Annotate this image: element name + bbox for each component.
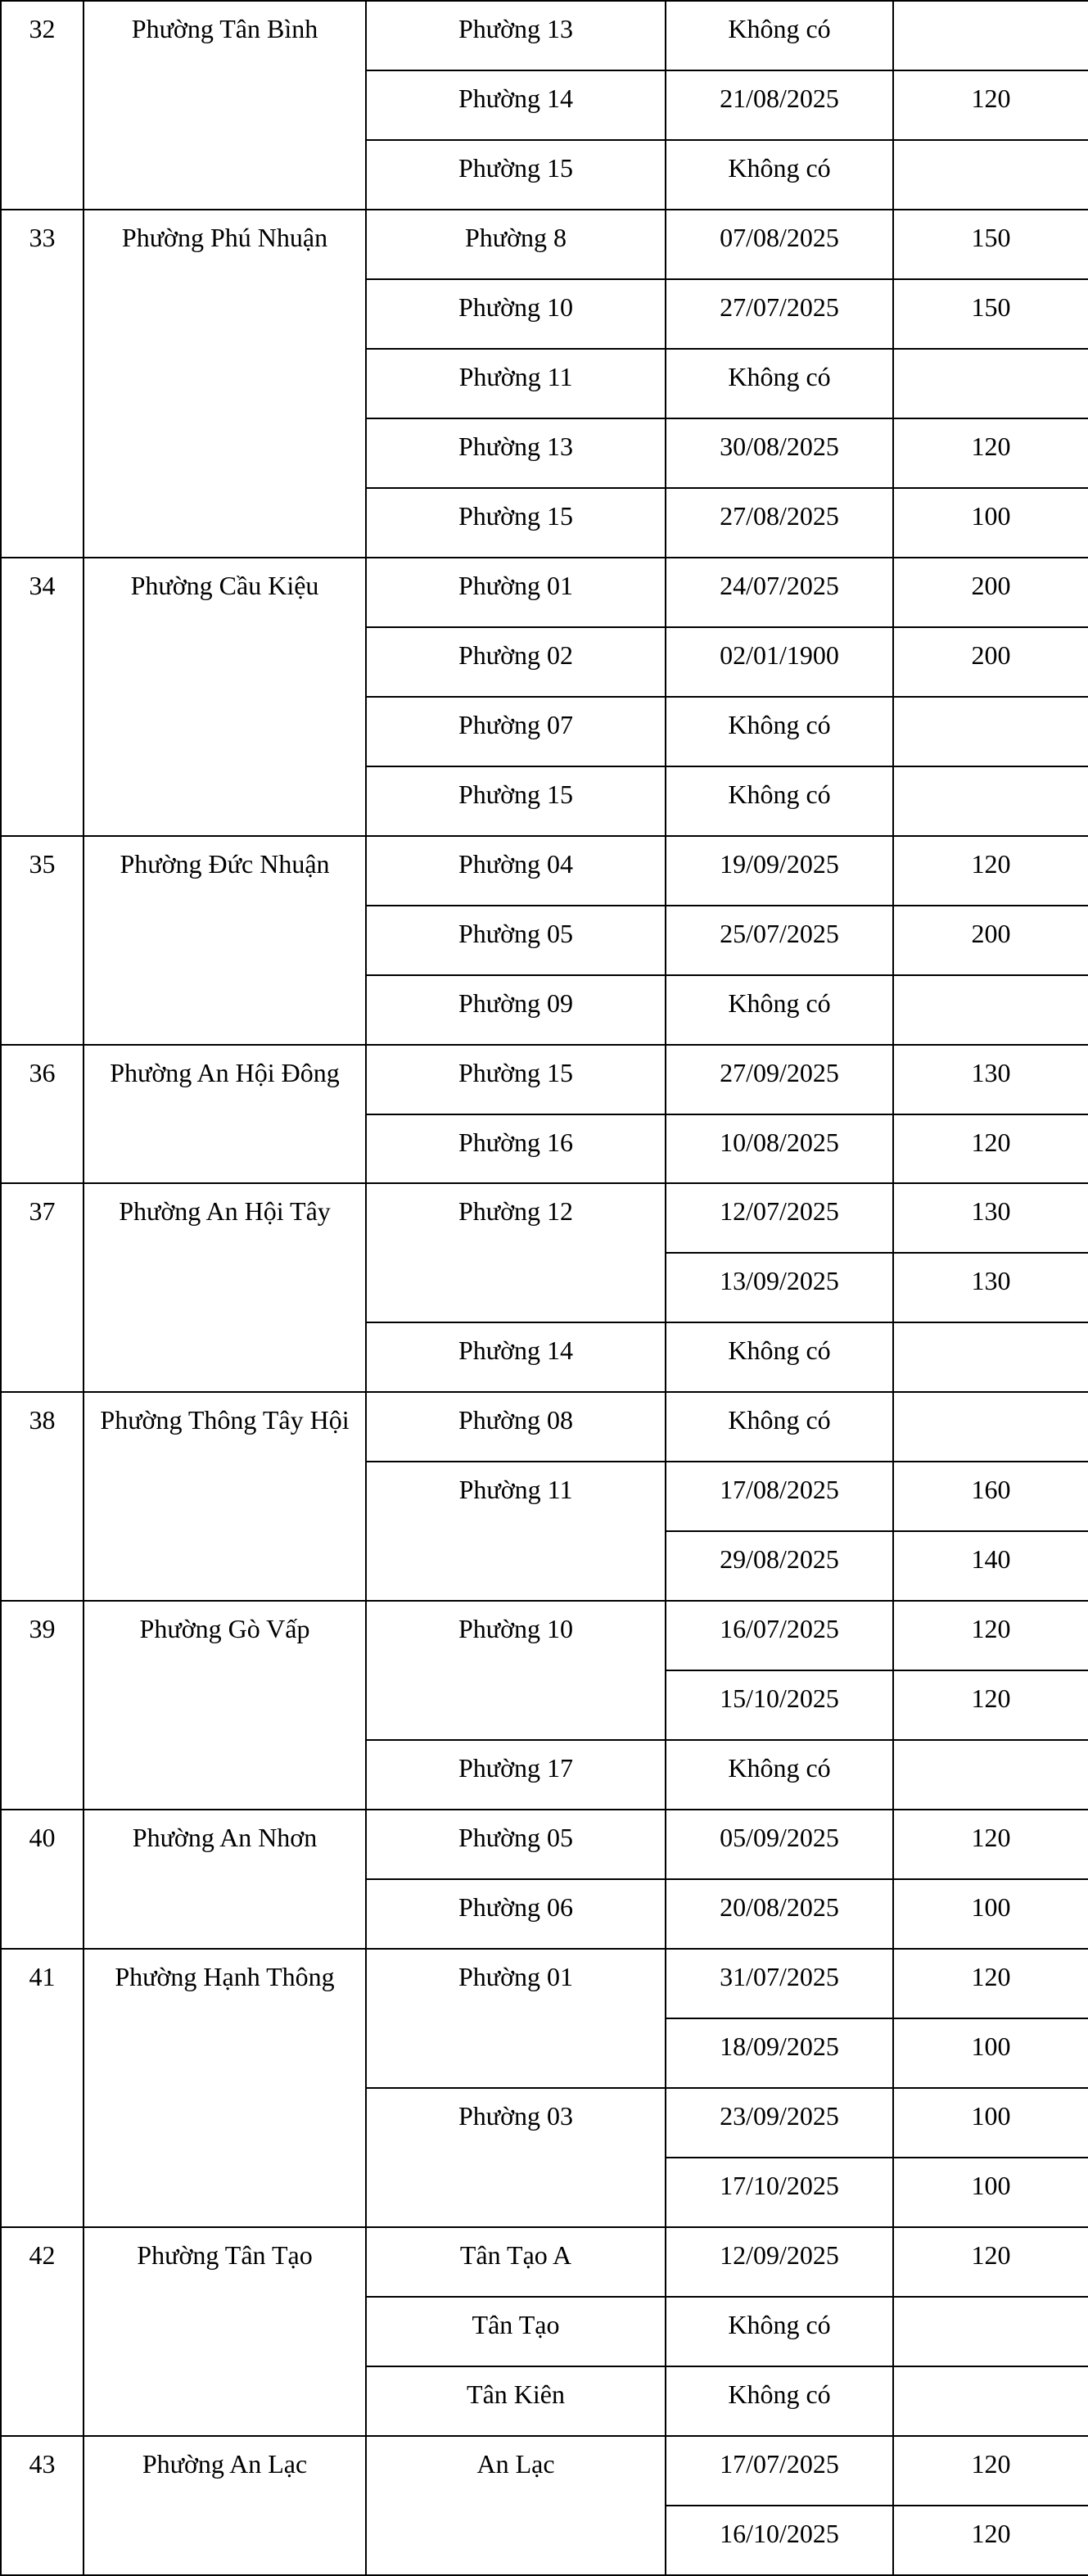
old-ward-cell: Phường 03 <box>366 2088 666 2227</box>
date-cell: 05/09/2025 <box>666 1810 893 1879</box>
old-ward-cell: Phường 10 <box>366 279 666 349</box>
date-cell: 20/08/2025 <box>666 1879 893 1949</box>
old-ward-cell: Tân Kiên <box>366 2366 666 2436</box>
date-cell: 10/08/2025 <box>666 1114 893 1184</box>
stt-cell: 36 <box>1 1045 84 1184</box>
table-row <box>1 210 1088 279</box>
quantity-cell <box>893 1392 1088 1462</box>
ward-name-cell: Phường An Lạc <box>84 2436 366 2575</box>
table-row <box>1 1045 1088 1114</box>
quantity-cell <box>893 697 1088 766</box>
quantity-cell <box>893 349 1088 418</box>
ward-name-cell: Phường An Nhơn <box>84 1810 366 1949</box>
table-row <box>1 1 1088 70</box>
date-cell: 02/01/1900 <box>666 627 893 697</box>
table-row <box>1 1949 1088 2018</box>
date-cell: Không có <box>666 2297 893 2366</box>
date-cell: 31/07/2025 <box>666 1949 893 2018</box>
old-ward-cell: Phường 15 <box>366 766 666 836</box>
stt-cell: 41 <box>1 1949 84 2227</box>
stt-cell: 32 <box>1 1 84 210</box>
stt-cell: 35 <box>1 836 84 1045</box>
old-ward-cell: Phường 16 <box>366 1114 666 1184</box>
date-cell: 17/07/2025 <box>666 2436 893 2506</box>
table-row <box>1 1810 1088 1879</box>
quantity-cell: 120 <box>893 2436 1088 2506</box>
old-ward-cell: Phường 13 <box>366 1 666 70</box>
old-ward-cell: Phường 15 <box>366 140 666 210</box>
date-cell: 07/08/2025 <box>666 210 893 279</box>
ward-name-cell: Phường An Hội Đông <box>84 1045 366 1184</box>
stt-cell: 33 <box>1 210 84 558</box>
old-ward-cell: Phường 14 <box>366 1322 666 1392</box>
table-row <box>1 2436 1088 2506</box>
old-ward-cell: Phường 04 <box>366 836 666 906</box>
stt-cell: 34 <box>1 558 84 836</box>
old-ward-cell: An Lạc <box>366 2436 666 2575</box>
date-cell: 25/07/2025 <box>666 906 893 975</box>
table-row <box>1 1601 1088 1670</box>
old-ward-cell: Tân Tạo <box>366 2297 666 2366</box>
quantity-cell <box>893 766 1088 836</box>
date-cell: 27/07/2025 <box>666 279 893 349</box>
old-ward-cell: Phường 05 <box>366 1810 666 1879</box>
quantity-cell: 130 <box>893 1183 1088 1253</box>
old-ward-cell: Phường 17 <box>366 1740 666 1810</box>
old-ward-cell: Phường 11 <box>366 349 666 418</box>
old-ward-cell: Phường 08 <box>366 1392 666 1462</box>
date-cell: 27/08/2025 <box>666 488 893 558</box>
old-ward-cell: Phường 01 <box>366 1949 666 2088</box>
quantity-cell <box>893 975 1088 1045</box>
quantity-cell: 120 <box>893 1670 1088 1740</box>
quantity-cell: 150 <box>893 279 1088 349</box>
date-cell: 17/10/2025 <box>666 2158 893 2227</box>
quantity-cell: 100 <box>893 2088 1088 2158</box>
quantity-cell: 150 <box>893 210 1088 279</box>
date-cell: 21/08/2025 <box>666 70 893 140</box>
quantity-cell: 160 <box>893 1462 1088 1531</box>
date-cell: 17/08/2025 <box>666 1462 893 1531</box>
stt-cell: 40 <box>1 1810 84 1949</box>
table-row <box>1 1183 1088 1253</box>
date-cell: Không có <box>666 1392 893 1462</box>
stt-cell: 43 <box>1 2436 84 2575</box>
quantity-cell: 130 <box>893 1045 1088 1114</box>
date-cell: Không có <box>666 975 893 1045</box>
ward-name-cell: Phường Thông Tây Hội <box>84 1392 366 1601</box>
quantity-cell: 100 <box>893 2158 1088 2227</box>
stt-cell: 38 <box>1 1392 84 1601</box>
quantity-cell: 120 <box>893 1114 1088 1184</box>
quantity-cell: 120 <box>893 1810 1088 1879</box>
quantity-cell: 120 <box>893 2506 1088 2575</box>
quantity-cell <box>893 140 1088 210</box>
stt-cell: 39 <box>1 1601 84 1810</box>
quantity-cell: 120 <box>893 1601 1088 1670</box>
quantity-cell: 120 <box>893 418 1088 488</box>
date-cell: 13/09/2025 <box>666 1253 893 1322</box>
quantity-cell <box>893 1 1088 70</box>
table-row <box>1 558 1088 627</box>
date-cell: Không có <box>666 1740 893 1810</box>
quantity-cell: 200 <box>893 906 1088 975</box>
old-ward-cell: Phường 8 <box>366 210 666 279</box>
quantity-cell: 130 <box>893 1253 1088 1322</box>
ward-name-cell: Phường Gò Vấp <box>84 1601 366 1810</box>
date-cell: 16/07/2025 <box>666 1601 893 1670</box>
old-ward-cell: Phường 13 <box>366 418 666 488</box>
date-cell: 12/07/2025 <box>666 1183 893 1253</box>
old-ward-cell: Phường 10 <box>366 1601 666 1740</box>
old-ward-cell: Phường 07 <box>366 697 666 766</box>
quantity-cell: 200 <box>893 627 1088 697</box>
old-ward-cell: Phường 12 <box>366 1183 666 1322</box>
quantity-cell: 100 <box>893 2018 1088 2088</box>
quantity-cell <box>893 2366 1088 2436</box>
old-ward-cell: Phường 11 <box>366 1462 666 1601</box>
date-cell: Không có <box>666 1322 893 1392</box>
date-cell: 23/09/2025 <box>666 2088 893 2158</box>
quantity-cell: 100 <box>893 488 1088 558</box>
ward-name-cell: Phường Phú Nhuận <box>84 210 366 558</box>
quantity-cell: 120 <box>893 70 1088 140</box>
quantity-cell: 120 <box>893 1949 1088 2018</box>
date-cell: 27/09/2025 <box>666 1045 893 1114</box>
quantity-cell: 200 <box>893 558 1088 627</box>
old-ward-cell: Phường 15 <box>366 488 666 558</box>
ward-name-cell: Phường Đức Nhuận <box>84 836 366 1045</box>
old-ward-cell: Phường 14 <box>366 70 666 140</box>
stt-cell: 37 <box>1 1183 84 1392</box>
old-ward-cell: Phường 15 <box>366 1045 666 1114</box>
old-ward-cell: Tân Tạo A <box>366 2227 666 2297</box>
old-ward-cell: Phường 02 <box>366 627 666 697</box>
date-cell: 18/09/2025 <box>666 2018 893 2088</box>
ward-name-cell: Phường Tân Bình <box>84 1 366 210</box>
ward-name-cell: Phường Hạnh Thông <box>84 1949 366 2227</box>
old-ward-cell: Phường 06 <box>366 1879 666 1949</box>
table-body <box>1 1 1088 2575</box>
date-cell: 12/09/2025 <box>666 2227 893 2297</box>
date-cell: Không có <box>666 140 893 210</box>
quantity-cell: 140 <box>893 1531 1088 1601</box>
quantity-cell <box>893 1740 1088 1810</box>
quantity-cell: 120 <box>893 2227 1088 2297</box>
ward-name-cell: Phường Cầu Kiệu <box>84 558 366 836</box>
quantity-cell <box>893 2297 1088 2366</box>
date-cell: 16/10/2025 <box>666 2506 893 2575</box>
date-cell: 15/10/2025 <box>666 1670 893 1740</box>
date-cell: 19/09/2025 <box>666 836 893 906</box>
old-ward-cell: Phường 01 <box>366 558 666 627</box>
ward-name-cell: Phường Tân Tạo <box>84 2227 366 2436</box>
table-row <box>1 1392 1088 1462</box>
date-cell: 24/07/2025 <box>666 558 893 627</box>
old-ward-cell: Phường 09 <box>366 975 666 1045</box>
stt-cell: 42 <box>1 2227 84 2436</box>
quantity-cell <box>893 1322 1088 1392</box>
date-cell: Không có <box>666 697 893 766</box>
date-cell: Không có <box>666 349 893 418</box>
date-cell: Không có <box>666 766 893 836</box>
quantity-cell: 100 <box>893 1879 1088 1949</box>
date-cell: Không có <box>666 1 893 70</box>
quantity-cell: 120 <box>893 836 1088 906</box>
old-ward-cell: Phường 05 <box>366 906 666 975</box>
date-cell: Không có <box>666 2366 893 2436</box>
ward-name-cell: Phường An Hội Tây <box>84 1183 366 1392</box>
table-row <box>1 2227 1088 2297</box>
table-row <box>1 836 1088 906</box>
date-cell: 30/08/2025 <box>666 418 893 488</box>
date-cell: 29/08/2025 <box>666 1531 893 1601</box>
